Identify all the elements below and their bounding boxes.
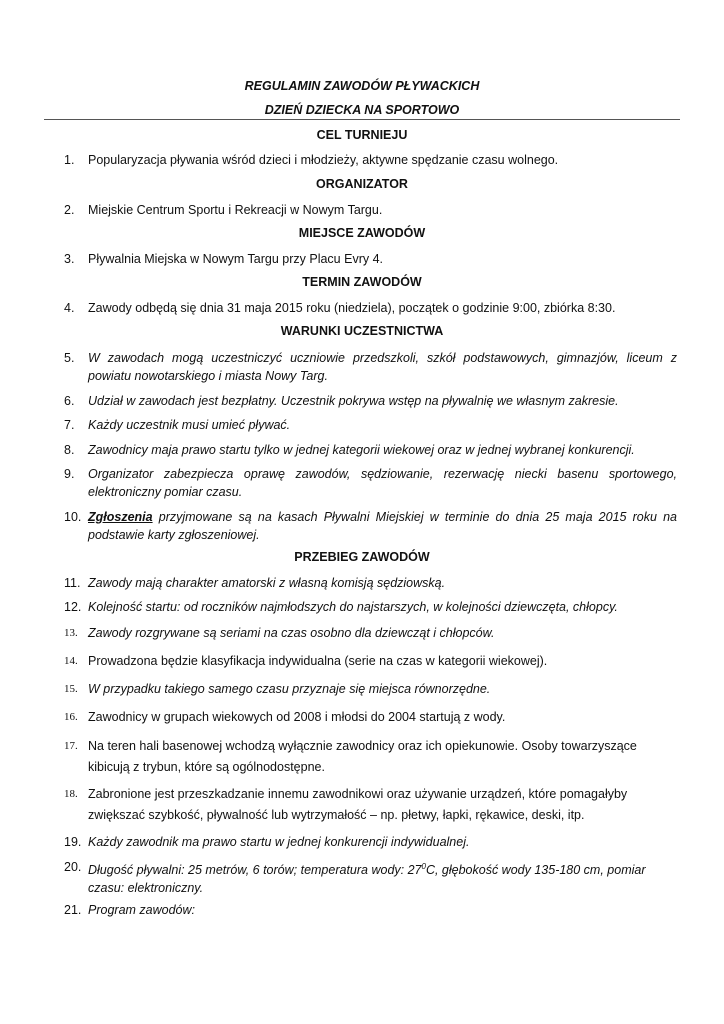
- title-divider: [44, 119, 680, 120]
- section-heading-warunki: WARUNKI UCZESTNICTWA: [280, 324, 444, 338]
- section-heading-miejsce: MIEJSCE ZAWODÓW: [298, 226, 426, 240]
- zgloszenia-emphasis: Zgłoszenia: [88, 510, 153, 524]
- document-subtitle: DZIEŃ DZIECKA NA SPORTOWO: [264, 103, 460, 117]
- document-title: REGULAMIN ZAWODÓW PŁYWACKICH: [244, 79, 480, 93]
- section-heading-cel: CEL TURNIEJU: [316, 128, 408, 142]
- section-heading-termin: TERMIN ZAWODÓW: [302, 275, 422, 289]
- section-heading-przebieg: PRZEBIEG ZAWODÓW: [294, 550, 430, 564]
- document-page: REGULAMIN ZAWODÓW PŁYWACKICH DZIEŃ DZIECKA NA SPORTOWO CEL TURNIEJU 1. Popularyzacja pływania wśród dzieci i młodzieży, aktywne spędzanie czasu wolnego. ORGANIZATOR 2. Miejskie Centrum Sportu i Rekreacji w Nowym Targu. MIEJSCE ZAWODÓW 3. Pływalnia Miejska w Nowym Targu przy Placu Evry 4. TERMIN ZAWODÓW 4. Zawody odbędą się dnia 31 maja 2015 roku (niedziela), początek o godzinie 9:00, zbiórka 8:30. WARUNKI UCZESTNICTWA 5. W zawodach mogą uczestniczyć uczniowie przedszkoli, szkół podstawowych, gimnazjów, liceum z powiatu nowotarskiego i miasta Nowy Targ. 6. Udział w zawodach jest bezpłatny. Uczestnik pokrywa wstęp na pływalnię we własnym zakresie. 7. Każdy uczestnik musi umieć pływać. 8. Zawodnicy maja prawo startu tylko w jednej kategorii wiekowej oraz w jednej wybranej konkurencji. 9. Organizator zabezpiecza oprawę zawodów, sędziowanie, rezerwację niecki basenu sportowego, elektroniczny pomiar czasu. 10. Zgłoszenia przyjmowane są na kasach Pływalni Miejskiej w terminie do dnia 25 maja 2015 roku na podstawie karty zgłoszeniowej. PRZEBIEG ZAWODÓW 11. Zawody mają charakter amatorski z własną komisją sędziowską. 12. Kolejność startu: od roczników najmłodszych do najstarszych, w kolejności dziewczęta, chłopcy. 13. Zawody rozgrywane są seriami na czas osobno dla dziewcząt i chłopców. 14. Prowadzona będzie klasyfikacja indywidualna (serie na czas w kategorii wiekowej). 15. W przypadku takiego samego czasu przyznaje się miejsca równorzędne. 16. Zawodnicy w grupach wiekowych od 2008 i młodsi do 2004 startują z wody. 17. Na teren hali basenowej wchodzą wyłącznie zawodnicy oraz ich opiekunowie. Osoby towarzyszące kibicują z trybun, które są ogólnodostępne. 18. Zabronione jest przeszkadzanie innemu zawodnikowi oraz używanie urządzeń, które pomagałyby zwiększać szybkość, pływalność lub wytrzymałość – np. płetwy, łapki, rękawice, deski, itp. 19. Każdy zawodnik ma prawo startu w jednej konkurencji indywidualnej. 20. Długość pływalni: 25 metrów, 6 torów; temperatura wody: $27^0C$, głębokość wody 135-180 cm, pomiar czasu: elektroniczny. 21. Program zawodów:: [0, 0, 724, 1024]
- section-heading-organizator: ORGANIZATOR: [316, 177, 408, 191]
